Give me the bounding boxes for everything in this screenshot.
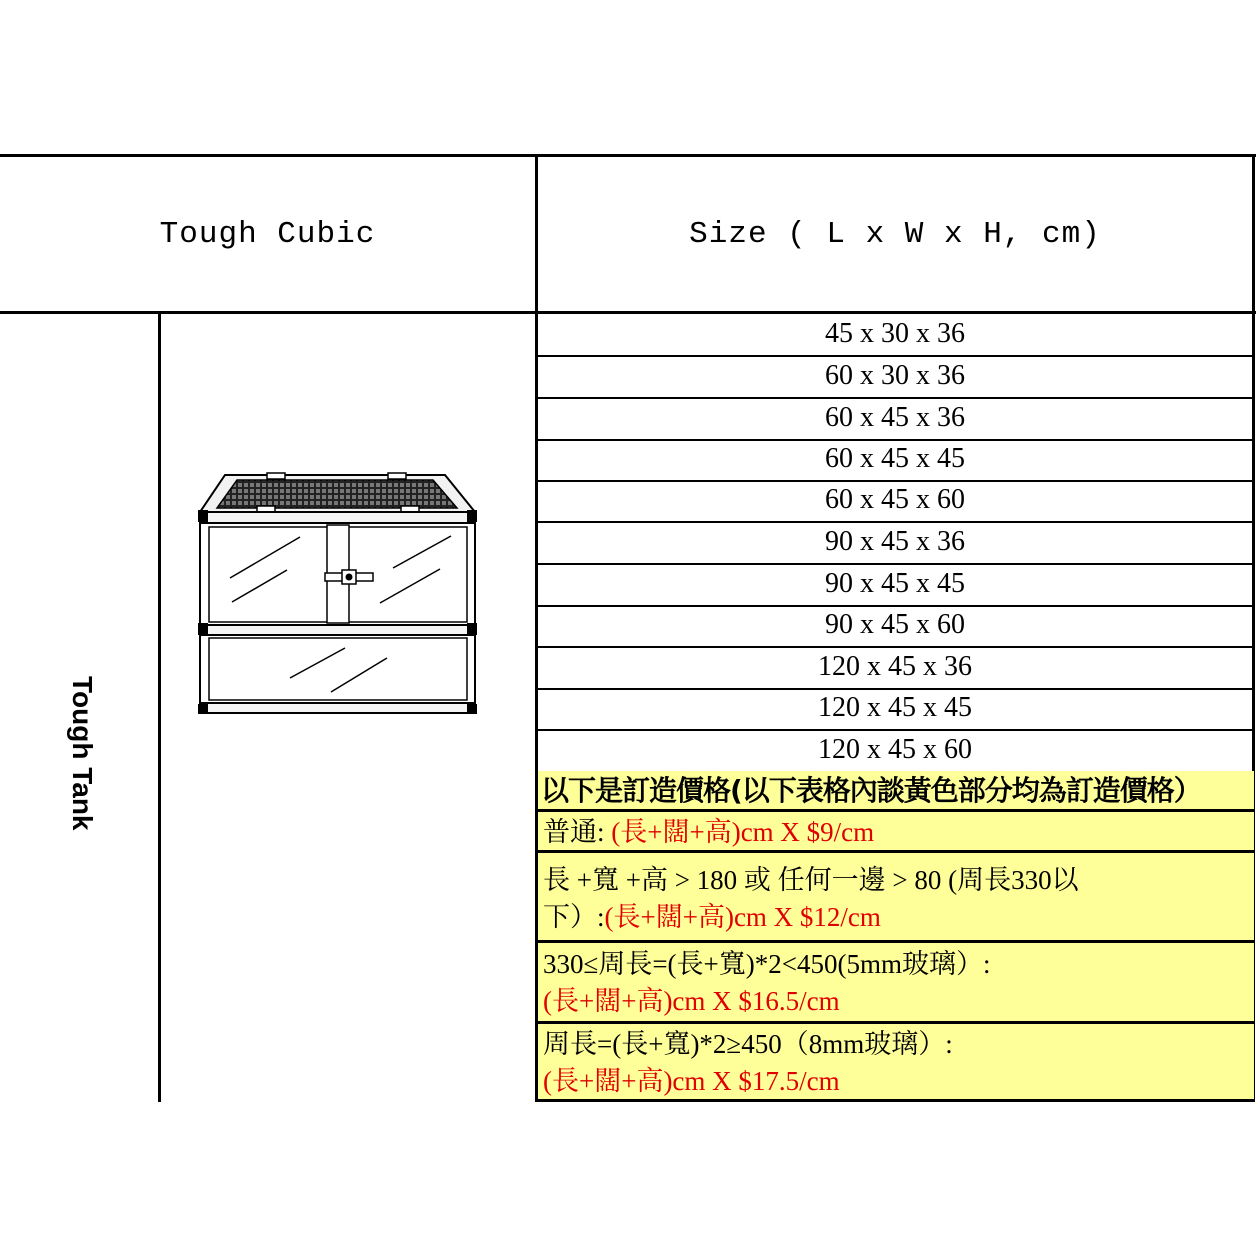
pricing-condition-cont: 下）: bbox=[543, 902, 605, 932]
pricing-formula: (長+闊+高)cm X $16.5/cm bbox=[543, 986, 840, 1016]
size-row: 120 x 45 x 45 bbox=[537, 687, 1253, 731]
pricing-condition: 普通: bbox=[543, 817, 605, 847]
pricing-condition: 長 +寬 +高 > 180 或 任何一邊 > 80 (周長330以 bbox=[543, 865, 1079, 895]
custom-pricing-title bbox=[537, 771, 1254, 812]
size-row: 60 x 45 x 45 bbox=[537, 438, 1253, 482]
size-row: 90 x 45 x 45 bbox=[537, 563, 1253, 607]
size-row: 90 x 45 x 60 bbox=[537, 604, 1253, 648]
pricing-condition: 330≤周長=(長+寬)*2<450(5mm玻璃）: bbox=[543, 949, 991, 979]
size-row: 45 x 30 x 36 bbox=[537, 313, 1253, 357]
pricing-row-large bbox=[537, 853, 1254, 943]
category-label-text: Tough Tank bbox=[67, 676, 98, 831]
pricing-row-8mm bbox=[537, 1024, 1254, 1102]
custom-pricing-title-text: 以下是訂造價格(以下表格內談黃色部分均為訂造價格） bbox=[541, 774, 1201, 807]
size-row: 120 x 45 x 36 bbox=[537, 646, 1253, 690]
pricing-formula: (長+闊+高)cm X $17.5/cm bbox=[543, 1066, 840, 1096]
product-title: Tough Cubic bbox=[159, 216, 376, 252]
size-row: 120 x 45 x 60 bbox=[537, 729, 1253, 773]
size-row: 60 x 30 x 36 bbox=[537, 355, 1253, 399]
pricing-left-border bbox=[535, 771, 538, 1102]
size-row: 60 x 45 x 60 bbox=[537, 479, 1253, 523]
tank-enclosure-icon bbox=[195, 470, 480, 718]
category-divider bbox=[158, 313, 161, 1102]
pricing-row-standard bbox=[537, 812, 1254, 853]
pricing-condition: 周長=(長+寬)*2≥450（8mm玻璃）: bbox=[543, 1029, 953, 1059]
size-column-title: Size ( L x W x H, cm) bbox=[689, 216, 1101, 252]
pricing-formula: (長+闊+高)cm X $9/cm bbox=[611, 817, 875, 847]
size-row: 60 x 45 x 36 bbox=[537, 397, 1253, 441]
pricing-formula: (長+闊+高)cm X $12/cm bbox=[604, 902, 881, 932]
size-row: 90 x 45 x 36 bbox=[537, 521, 1253, 565]
category-label bbox=[62, 676, 102, 846]
pricing-row-5mm bbox=[537, 943, 1254, 1024]
